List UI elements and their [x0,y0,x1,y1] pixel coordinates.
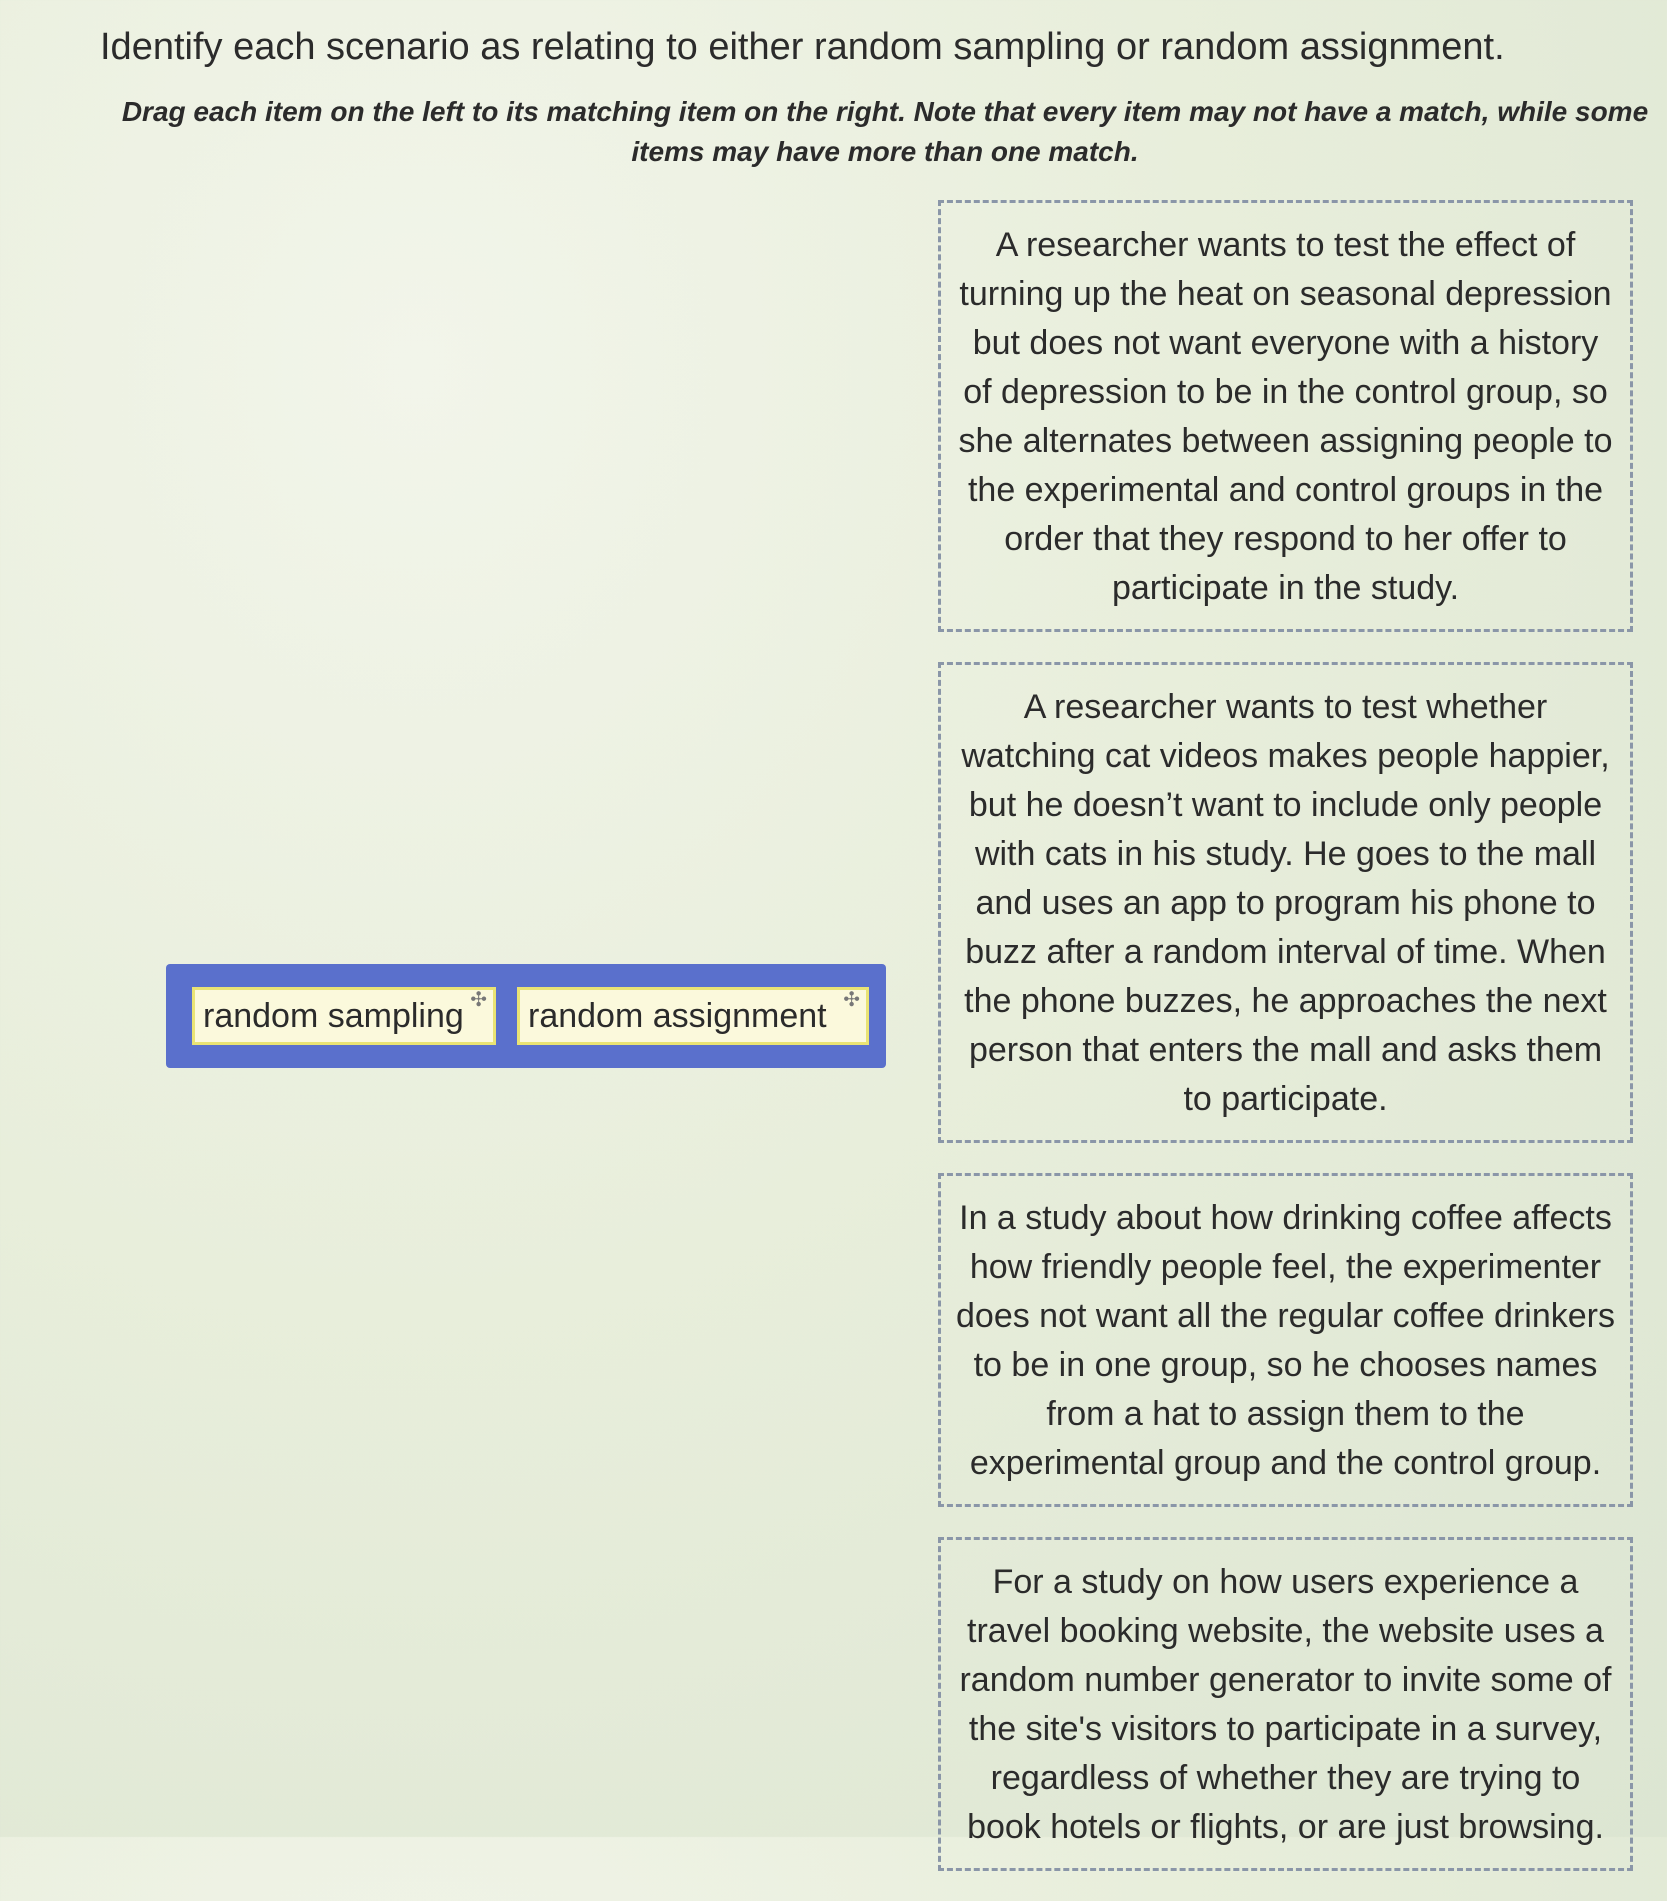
drop-targets-column [938,200,1633,1901]
drag-item-label: random assignment [528,997,827,1035]
scenario-text: In a study about how drinking coffee affects how friendly people feel, the experimenter does not want all the regular coffee drinkers to be in one group, so he chooses names from a hat to assign them to the experimental group and the control group. [956,1199,1615,1482]
drop-target-coffee-friendliness[interactable] [938,1173,1633,1507]
question-instructions: Drag each item on the left to its matching item on the right. Note that every item may not have a match, while some items may have more than one match. [121,96,1649,167]
scenario-text: A researcher wants to test the effect of turning up the heat on seasonal depression but does not want everyone with a history of depression to be in the control group, so she alternates between assigning people to the experimental and control groups in the order that they respond to her offer to participate in the study. [958,226,1613,607]
drag-item-random-sampling[interactable] [192,987,496,1045]
source-items-tray [166,964,886,1068]
drop-target-travel-website[interactable] [938,1537,1633,1871]
question-title: Identify each scenario as relating to either random sampling or random assignment. [100,26,1505,68]
move-icon: ✣ [843,989,860,1011]
move-icon: ✣ [470,989,487,1011]
drag-item-random-assignment[interactable] [517,987,869,1045]
drag-item-label: random sampling [203,997,464,1035]
drop-target-cat-videos[interactable] [938,662,1633,1143]
scenario-text: A researcher wants to test whether watching cat videos makes people happier, but he doesn’t want to include only people with cats in his study. He goes to the mall and uses an app to program his phone to buzz after a random interval of time. When the phone buzzes, he approaches the next person that enters the mall and asks them to participate. [961,688,1610,1118]
scenario-text: For a study on how users experience a travel booking website, the website uses a random number generator to invite some of the site's visitors to participate in a survey, regardless of whether they are trying to book hotels or flights, or are just browsing. [959,1563,1612,1846]
drop-target-heat-depression[interactable] [938,200,1633,632]
